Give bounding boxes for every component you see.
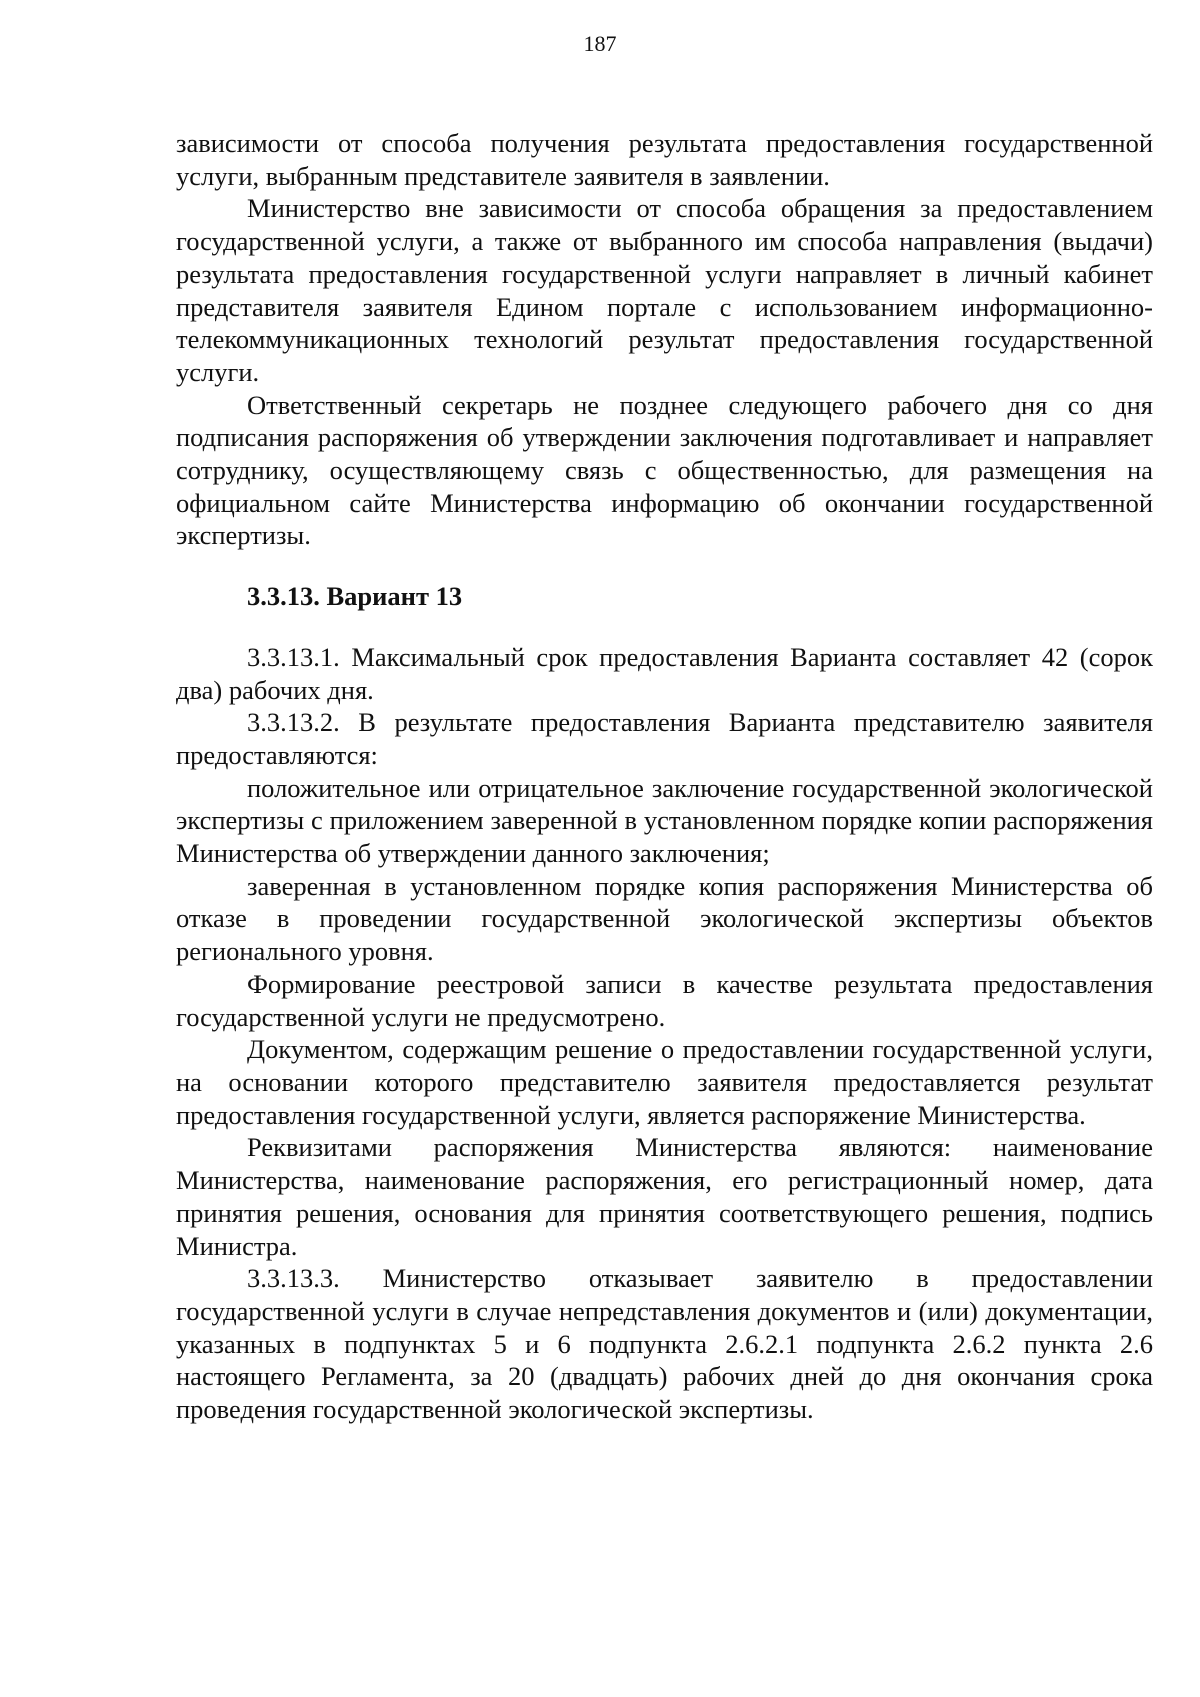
paragraph-results-intro: 3.3.13.2. В результате предоставления Варианта представителю заявителя предоставляются: — [176, 707, 1153, 770]
page-number: 187 — [583, 31, 617, 56]
paragraph-ministry-result: Министерство вне зависимости от способа обращения за предоставлением государственной услуги, а также от выбранного им способа направления (выдачи) результата предоставления государственной услуги направляет в личный кабинет представителя заявителя Едином портале с использованием информационно-телекоммуникационных технологий результат предоставления государственной услуги. — [176, 193, 1153, 387]
section-heading: 3.3.13. Вариант 13 — [247, 581, 463, 612]
document-body — [176, 127, 1153, 1426]
paragraph-registry-record: Формирование реестровой записи в качестве результата предоставления государственной услуги не предусмотрено. — [176, 968, 1153, 1032]
paragraph-max-term: 3.3.13.1. Максимальный срок предоставления Варианта составляет 42 (сорок два) рабочих дня. — [176, 641, 1153, 705]
paragraph-requisites: Реквизитами распоряжения Министерства являются: наименование Министерства, наименование распоряжения, его регистрационный номер, дата принятия решения, основания для принятия соответствующего решения, подпись Министра. — [176, 1132, 1153, 1261]
paragraph-decision-document: Документом, содержащим решение о предоставлении государственной услуги, на основании которого представителю заявителя предоставляется результат предоставления государственной услуги, является распоряжение Министерства. — [176, 1034, 1153, 1130]
paragraph-continuation: зависимости от способа получения результата предоставления государственной услуги, выбранным представителе заявителя в заявлении. — [176, 128, 1153, 191]
paragraph-result-refusal: заверенная в установленном порядке копия распоряжения Министерства об отказе в проведении государственной экологической экспертизы объектов регионального уровня. — [176, 870, 1153, 967]
paragraph-refusal-grounds: 3.3.13.3. Министерство отказывает заявителю в предоставлении государственной услуги в случае непредставления документов и (или) документации, указанных в подпунктах 5 и 6 подпункта 2.6.2.1 подпункта 2.6.2 пункта 2.6 настоящего Регламента, за 20 (двадцать) рабочих дней до дня окончания срока проведения государственной экологической экспертизы. — [176, 1263, 1153, 1425]
paragraph-result-conclusion: положительное или отрицательное заключение государственной экологической экспертизы с приложением заверенной в установленном порядке копии распоряжения Министерства об утверждении данного заключения; — [176, 772, 1153, 869]
paragraph-secretary: Ответственный секретарь не позднее следующего рабочего дня со дня подписания распоряжения об утверждении заключения подготавливает и направляет сотруднику, осуществляющему связь с общественностью, для размещения на официальном сайте Министерства информацию об окончании государственной экспертизы. — [176, 389, 1153, 551]
